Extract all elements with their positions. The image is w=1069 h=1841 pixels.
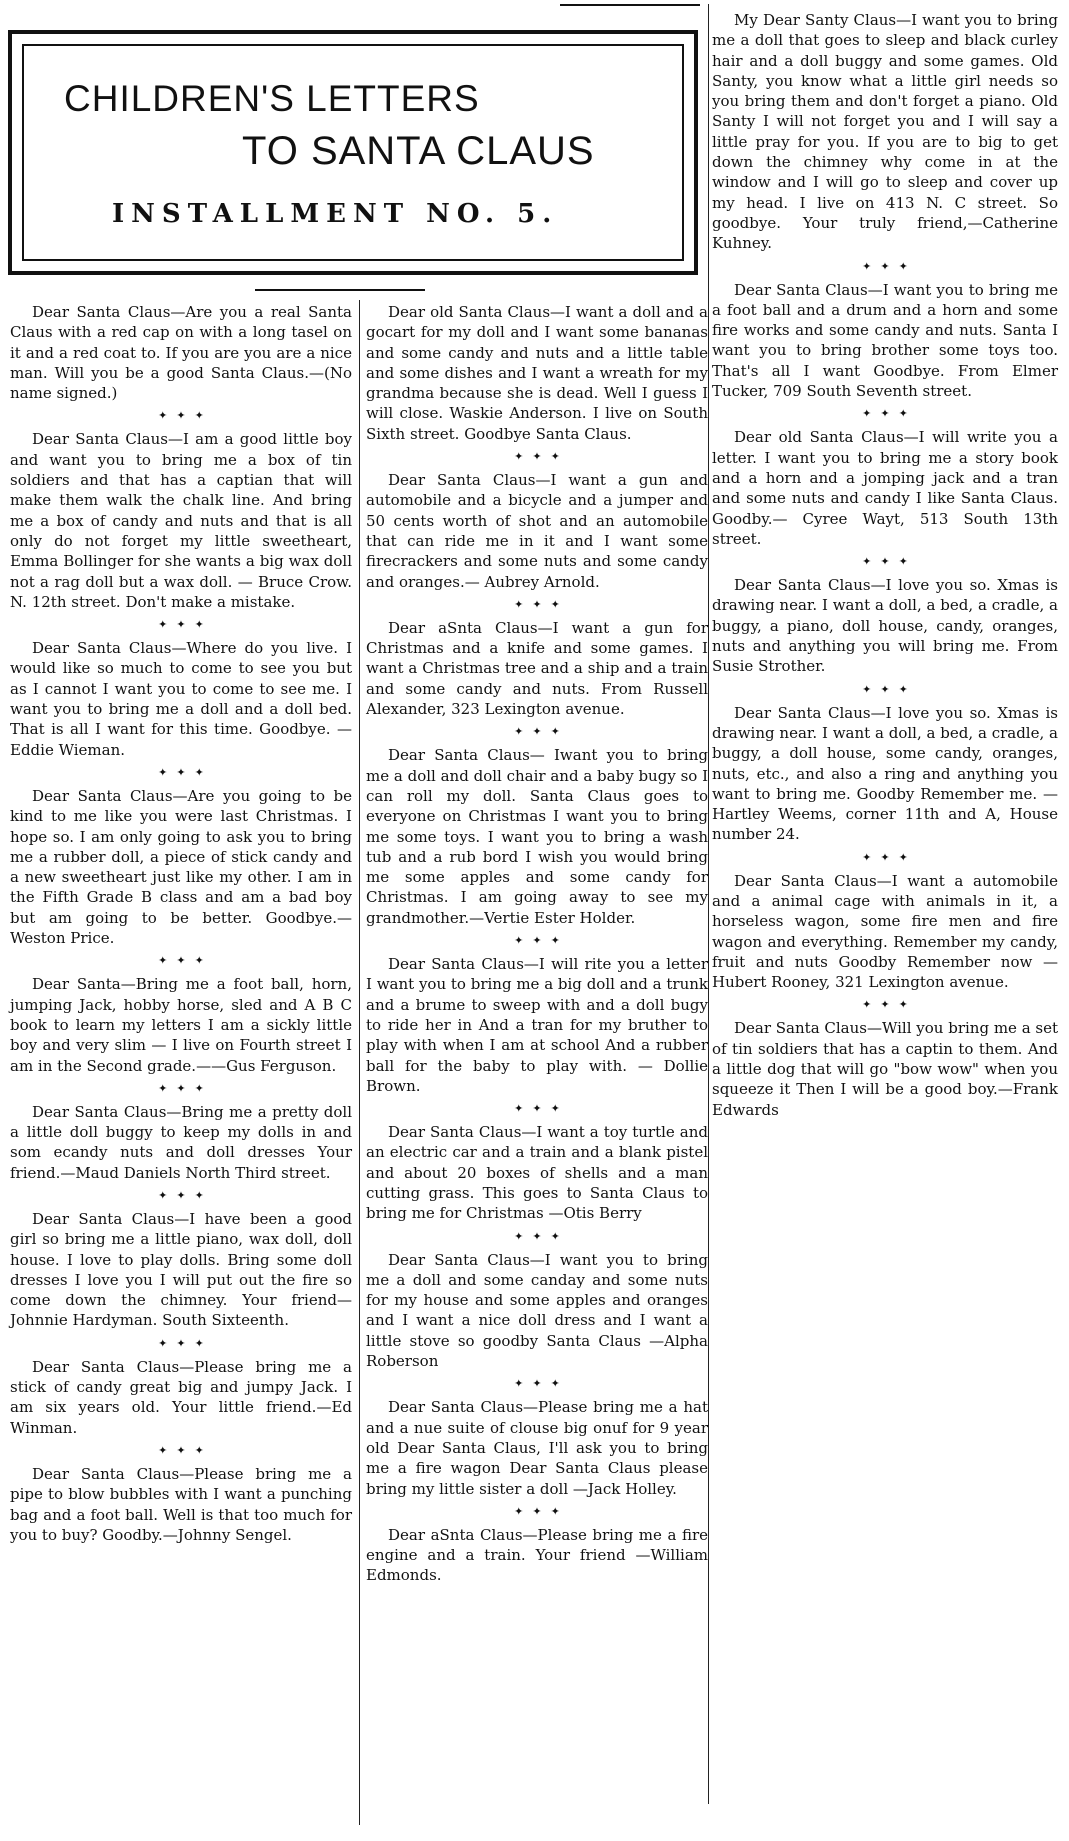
top-rule <box>560 4 700 6</box>
letter: Dear Santa Claus—I love you so. Xmas is drawing near. I want a doll, a bed, a cradle, a buggy, a doll house, some candy, oranges, nuts, etc., and also a ring and anything you want to bring me. Goodby Remember me. — Hartley Weems, corner 11th and A, House number 24. <box>712 703 1058 844</box>
letter: Dear Santa Claus—Will you bring me a set of tin soldiers that has a captin to them. And a little dog that will go "bow wow" when you squeeze it Then I will be a good boy.—Frank Edwards <box>712 1019 1059 1119</box>
letter: Dear Santa Claus—Bring me a pretty doll a little doll buggy to keep my dolls in and som ecandy nuts and doll dresses Your friend.—Maud Daniels North Third street. <box>10 1102 352 1182</box>
column-2 <box>366 302 708 1592</box>
installment-label: INSTALLMENT NO. 5. <box>112 199 559 229</box>
letter: Dear Santa Claus—Please bring me a hat and a nue suite of clouse big onuf for 9 year old Dear Santa Claus, I'll ask you to bring me a fire wagon Dear Santa Claus please bring my little sister a doll —Jack Holley. <box>366 1398 708 1498</box>
letter: My Dear Santy Claus—I want you to bring me a doll that goes to sleep and black curley hair and a doll buggy and some games. Old Santy, you know what a little girl needs so you bring them and don't forget a piano. Old Santy I will not forget you and I will say a little pray for you. If you are to big to get down the chimney why come in at the window and I will go to sleep and cover up my head. I live on 413 N. C street. So goodbye. Your truly friend,—Catherine Kuhney. <box>712 11 1058 253</box>
letter: Dear Santa Claus—I want you to bring me a foot ball and a drum and a horn and some fire works and some candy and nuts. Santa I want you to bring brother some toys too. That's all I want Goodbye. From Elmer Tucker, 709 South Seventh street. <box>712 280 1058 401</box>
headline-line-1: CHILDREN'S LETTERS <box>64 78 480 119</box>
separator-ornament: ✦✦✦ <box>514 725 569 739</box>
letter: Dear Santa Claus—I have been a good girl so bring me a little piano, wax doll, doll house. I love to play dolls. Bring some doll dresses I love you I will put out the fire so come down the chimney. Your friend— Johnnie Hardyman. South Sixteenth. <box>10 1209 352 1330</box>
separator-ornament: ✦✦✦ <box>158 1081 213 1095</box>
separator-ornament: ✦✦✦ <box>862 682 917 696</box>
letter: Dear Santa Claus—I want you to bring me a doll and some canday and some nuts for my house and some apples and oranges and I want a nice doll dress and I want a little stove so goodby Santa Claus —Alpha Roberson <box>366 1250 708 1371</box>
letter: Dear aSnta Claus—I want a gun for Christmas and a knife and some games. I want a Christmas tree and a ship and a train and some candy and nuts. From Russell Alexander, 323 Lexington avenue. <box>366 618 708 719</box>
letter: Dear Santa Claus—I love you so. Xmas is drawing near. I want a doll, a bed, a cradle, a buggy, a piano, doll house, candy, oranges, nuts and anything you will bring me. From Susie Strother. <box>712 576 1058 676</box>
letter: Dear old Santa Claus—I will write you a letter. I want you to bring me a story book and a horn and a jomping jack and a tran and some nuts and candy I like Santa Claus. Goodby.— Cyree Wayt, 513 South 13th street. <box>712 428 1058 548</box>
separator-ornament: ✦✦✦ <box>158 618 213 632</box>
headline-line-2: TO SANTA CLAUS <box>242 129 595 173</box>
column-1 <box>10 302 352 1551</box>
separator-ornament: ✦✦✦ <box>514 1377 569 1391</box>
separator-ornament: ✦✦✦ <box>158 765 213 779</box>
letter: Dear Santa Claus—Are you a real Santa Claus with a red cap on with a long tasel on it and a red coat to. If you are you are a nice man. Will you be a good Santa Claus.—(No name signed.) <box>10 303 352 403</box>
separator-ornament: ✦✦✦ <box>158 1188 213 1202</box>
separator-ornament: ✦✦✦ <box>158 1443 213 1457</box>
separator-ornament: ✦✦✦ <box>158 954 213 968</box>
letter: Dear Santa Claus—Please bring me a stick of candy great big and jumpy Jack. I am six years old. Your little friend.—Ed Winman. <box>10 1357 352 1437</box>
separator-ornament: ✦✦✦ <box>862 850 917 864</box>
separator-ornament: ✦✦✦ <box>514 450 569 464</box>
letter: Dear Santa Claus—I will rite you a letter I want you to bring me a big doll and a trunk and a brume to sweep with and a doll bugy to ride her in And a tran for my bruther to play with when I am at school And a rubber ball for the baby to play with. — Dollie Brown. <box>366 955 708 1095</box>
separator-ornament: ✦✦✦ <box>514 1102 569 1116</box>
letter: Dear Santa Claus—I want a gun and automobile and a bicycle and a jumper and 50 cents worth of shot and an automobile that can ride me in it and I want some firecrackers and some nuts and some candy and oranges.— Aubrey Arnold. <box>366 471 708 591</box>
column-3 <box>712 10 1058 1126</box>
separator-ornament: ✦✦✦ <box>862 407 917 421</box>
letter: Dear Santa—Bring me a foot ball, horn, jumping Jack, hobby horse, sled and A B C book to learn my letters I am a sickly little boy and very slim — I live on Fourth street I am in the Second grade.——Gus Ferguson. <box>10 975 352 1075</box>
separator-ornament: ✦✦✦ <box>862 998 917 1012</box>
letter: Dear Santa Claus—I am a good little boy and want you to bring me a box of tin soldiers and that has a captian that will make them walk the chalk line. And bring me a box of candy and nuts and that is all only do not forget my little sweetheart, Emma Bollinger for she wants a big wax doll not a rag doll but a wax doll. — Bruce Crow. N. 12th street. Don't make a mistake. <box>10 430 352 611</box>
separator-ornament: ✦✦✦ <box>158 1336 213 1350</box>
letter: Dear Santa Claus— Iwant you to bring me a doll and doll chair and a baby bugy so I can roll my doll. Santa Claus goes to everyone on Christmas I want you to bring me some toys. I want you to bring a wash tub and a rub bord I wish you would bring me some apples and some candy for Christmas. I am going away to see my grandmother.—Vertie Ester Holder. <box>366 746 708 927</box>
column-rule-2 <box>708 4 709 1804</box>
headline-box <box>8 30 698 275</box>
letter: Dear Santa Claus—I want a toy turtle and an electric car and a train and a blank pistel and about 20 boxes of shells and a man cutting grass. This goes to Santa Claus to bring me for Christmas —Otis Berry <box>366 1123 708 1223</box>
separator-ornament: ✦✦✦ <box>158 409 213 423</box>
letter: Dear Santa Claus—Are you going to be kind to me like you were last Christmas. I hope so. I am only going to ask you to bring me a rubber doll, a piece of stick candy and a new sweetheart just like my other. I am in the Fifth Grade B class and am a bad boy but am going to be better. Goodbye.—Weston Price. <box>10 786 352 948</box>
separator-ornament: ✦✦✦ <box>862 555 917 569</box>
letter: Dear Santa Claus—Please bring me a pipe to blow bubbles with I want a punching bag and a foot ball. Well is that too much for you to buy? Goodby.—Johnny Sengel. <box>10 1464 352 1544</box>
column-rule-1 <box>359 300 360 1825</box>
separator-ornament: ✦✦✦ <box>514 934 569 948</box>
separator-ornament: ✦✦✦ <box>862 259 917 273</box>
letter: Dear Santa Claus—Where do you live. I would like so much to come to see you but as I cannot I want you to come to see me. I want you to bring me a doll and a doll bed. That is all I want for this time. Goodbye. —Eddie Wieman. <box>10 639 352 759</box>
separator-ornament: ✦✦✦ <box>514 1229 569 1243</box>
letter: Dear aSnta Claus—Please bring me a fire engine and a train. Your friend —William Edmonds. <box>366 1525 708 1585</box>
letter: Dear Santa Claus—I want a automobile and a animal cage with animals in it, a horseless wagon, some fire men and fire wagon and everything. Remember my candy, fruit and nuts Goodby Remember now —Hubert Rooney, 321 Lexington avenue. <box>712 871 1058 992</box>
separator-ornament: ✦✦✦ <box>514 1504 569 1518</box>
title-rule <box>255 289 425 291</box>
separator-ornament: ✦✦✦ <box>514 597 569 611</box>
letter: Dear old Santa Claus—I want a doll and a gocart for my doll and I want some bananas and some candy and nuts and a little table and some dishes and I want a wreath for my grandma because she is dead. Well I guess I will close. Waskie Anderson. I live on South Sixth street. Goodbye Santa Claus. <box>366 303 708 443</box>
